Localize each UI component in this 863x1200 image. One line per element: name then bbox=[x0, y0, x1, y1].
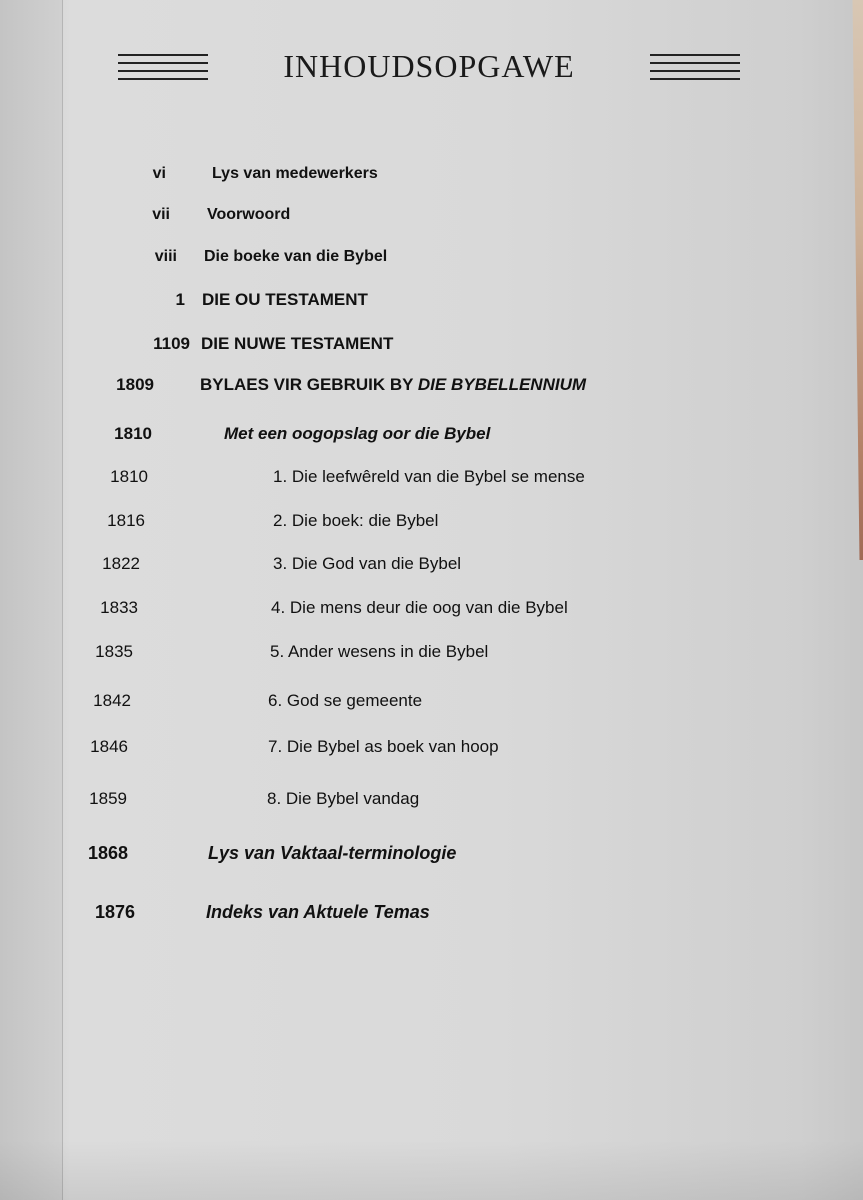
toc-label: 7. Die Bybel as boek van hoop bbox=[268, 737, 499, 756]
toc-entry bbox=[0, 843, 863, 873]
decorative-rules-right bbox=[650, 50, 740, 84]
toc-label: Lys van Vaktaal-terminologie bbox=[208, 843, 457, 863]
toc-label: Die boeke van die Bybel bbox=[204, 248, 388, 265]
shadow bbox=[0, 1140, 863, 1200]
toc-page-number: 1109 bbox=[153, 334, 190, 353]
toc-entry bbox=[0, 691, 863, 721]
toc-page-number: 1842 bbox=[93, 691, 131, 710]
toc-page-number: 1810 bbox=[114, 424, 152, 443]
toc-entry bbox=[0, 511, 863, 541]
toc-entry bbox=[0, 290, 863, 320]
toc-entry bbox=[0, 642, 863, 672]
toc-page-number: 1 bbox=[175, 290, 185, 309]
toc-label: 5. Ander wesens in die Bybel bbox=[270, 642, 489, 661]
toc-entry bbox=[0, 598, 863, 628]
toc-label: 6. God se gemeente bbox=[268, 691, 423, 710]
toc-label: 3. Die God van die Bybel bbox=[273, 554, 462, 573]
toc-entry bbox=[0, 424, 863, 454]
toc-entry bbox=[0, 789, 863, 819]
toc-page-number: viii bbox=[154, 248, 177, 265]
page-title: INHOUDSOPGAWE bbox=[283, 48, 575, 84]
toc-entry bbox=[0, 737, 863, 767]
toc-page-number: 1868 bbox=[87, 843, 128, 863]
toc-entry bbox=[0, 375, 863, 405]
decorative-rules-left bbox=[118, 50, 208, 84]
toc-page-number: 1833 bbox=[100, 598, 138, 617]
toc-label-main: BYLAES VIR GEBRUIK BY bbox=[200, 375, 418, 394]
toc-entry bbox=[0, 334, 863, 364]
toc-label: Voorwoord bbox=[207, 206, 291, 223]
toc-entry bbox=[0, 165, 863, 195]
toc-page-number: 1859 bbox=[89, 789, 127, 808]
toc-entry bbox=[0, 206, 863, 236]
toc-entry bbox=[0, 902, 863, 932]
toc-label-italic: DIE BYBELLENNIUM bbox=[417, 375, 587, 394]
toc-label: Lys van medewerkers bbox=[212, 165, 378, 182]
toc-label: Met een oogopslag oor die Bybel bbox=[224, 424, 491, 443]
toc-page-number: 1810 bbox=[110, 467, 148, 486]
toc-label bbox=[200, 375, 586, 395]
toc-page-number: 1876 bbox=[94, 902, 135, 922]
toc-label: 4. Die mens deur die oog van die Bybel bbox=[271, 598, 568, 617]
toc-page-number: vi bbox=[152, 165, 166, 182]
page-header bbox=[118, 48, 740, 85]
toc-page-number: 1835 bbox=[95, 642, 133, 661]
toc-page-number: 1846 bbox=[90, 737, 128, 756]
toc-label: 2. Die boek: die Bybel bbox=[273, 511, 439, 530]
toc-label: DIE NUWE TESTAMENT bbox=[201, 334, 394, 353]
toc-page-number: 1809 bbox=[116, 375, 154, 394]
toc-page-number: 1822 bbox=[102, 554, 140, 573]
toc-entry bbox=[0, 248, 863, 278]
toc-label: 8. Die Bybel vandag bbox=[267, 789, 420, 808]
toc-label: Indeks van Aktuele Temas bbox=[206, 902, 430, 922]
toc-label: DIE OU TESTAMENT bbox=[202, 290, 368, 309]
toc-page-number: 1816 bbox=[107, 511, 145, 530]
toc-label: 1. Die leefwêreld van die Bybel se mense bbox=[273, 467, 585, 486]
toc-entry bbox=[0, 467, 863, 497]
toc-page-number: vii bbox=[152, 206, 170, 223]
toc-entry bbox=[0, 554, 863, 584]
